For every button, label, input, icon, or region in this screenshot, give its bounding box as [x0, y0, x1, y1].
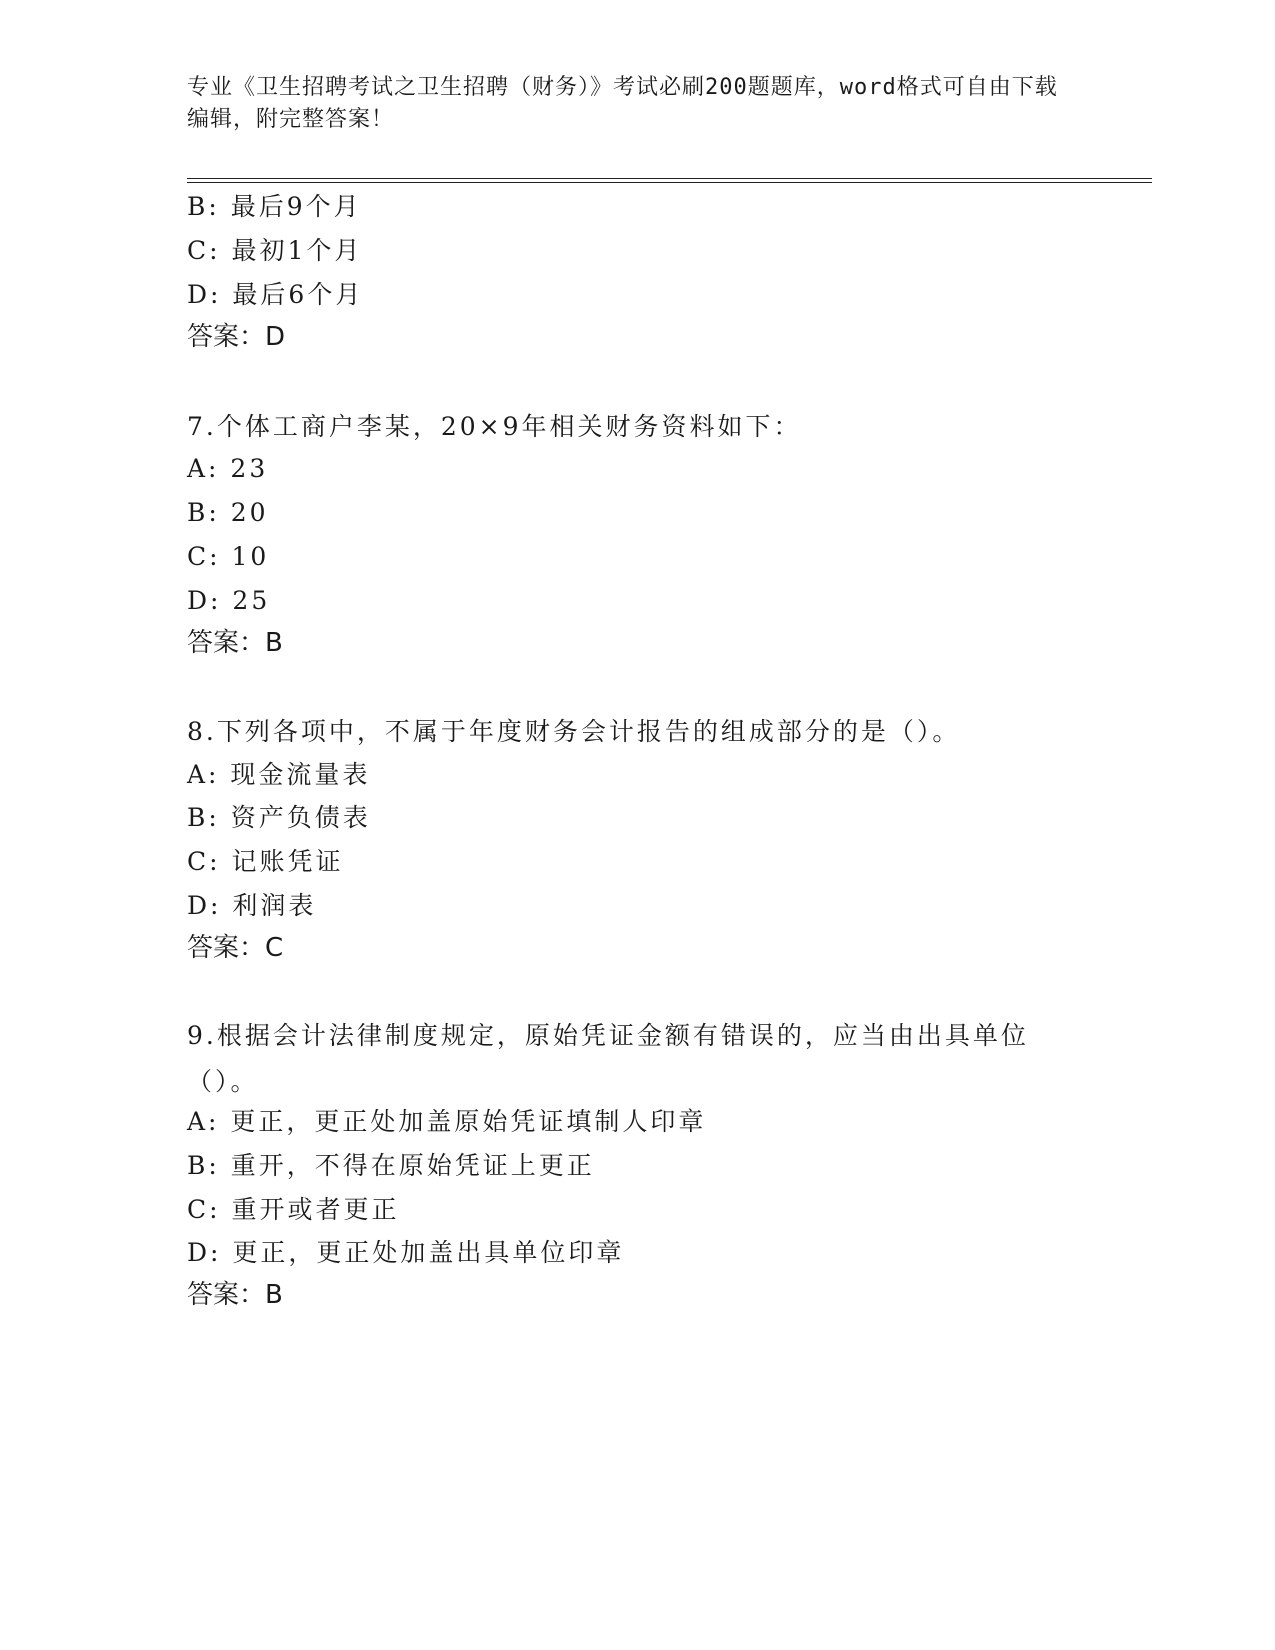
question-9-option-a: A: 更正，更正处加盖原始凭证填制人印章 — [187, 1107, 707, 1136]
header-divider-bottom — [187, 182, 1152, 183]
question-6-option-b: B: 最后9个月 — [187, 192, 362, 221]
question-9-stem: 9.根据会计法律制度规定，原始凭证金额有错误的，应当由出具单位（）。 — [187, 1021, 1029, 1096]
header-divider-top — [187, 178, 1152, 179]
question-8-answer: 答案：C — [187, 933, 284, 963]
question-9-option-d: D: 更正，更正处加盖出具单位印章 — [187, 1238, 625, 1267]
question-7-option-c: C: 10 — [187, 542, 270, 571]
question-6-option-c: C: 最初1个月 — [187, 236, 363, 265]
question-8-option-a: A: 现金流量表 — [187, 760, 371, 789]
question-8-option-d: D: 利润表 — [187, 891, 317, 920]
question-7-option-d: D: 25 — [187, 586, 271, 615]
question-9-answer: 答案：B — [187, 1280, 283, 1310]
question-9-option-b: B: 重开，不得在原始凭证上更正 — [187, 1151, 595, 1180]
question-8-option-b: B: 资产负债表 — [187, 803, 371, 832]
question-9-option-c: C: 重开或者更正 — [187, 1195, 400, 1224]
question-6-option-d: D: 最后6个月 — [187, 280, 364, 309]
question-7-stem: 7.个体工商户李某，20×9年相关财务资料如下： — [187, 412, 802, 441]
question-7-option-b: B: 20 — [187, 498, 269, 527]
question-7-option-a: A: 23 — [187, 454, 269, 483]
question-6-answer: 答案：D — [187, 322, 286, 352]
document-header: 专业《卫生招聘考试之卫生招聘（财务）》考试必刷200题题库，word格式可自由下载编辑，附完整答案！ — [187, 75, 1058, 132]
question-7-answer: 答案：B — [187, 628, 283, 658]
question-8-option-c: C: 记账凭证 — [187, 847, 344, 876]
question-8-stem: 8.下列各项中，不属于年度财务会计报告的组成部分的是（）。 — [187, 717, 961, 746]
